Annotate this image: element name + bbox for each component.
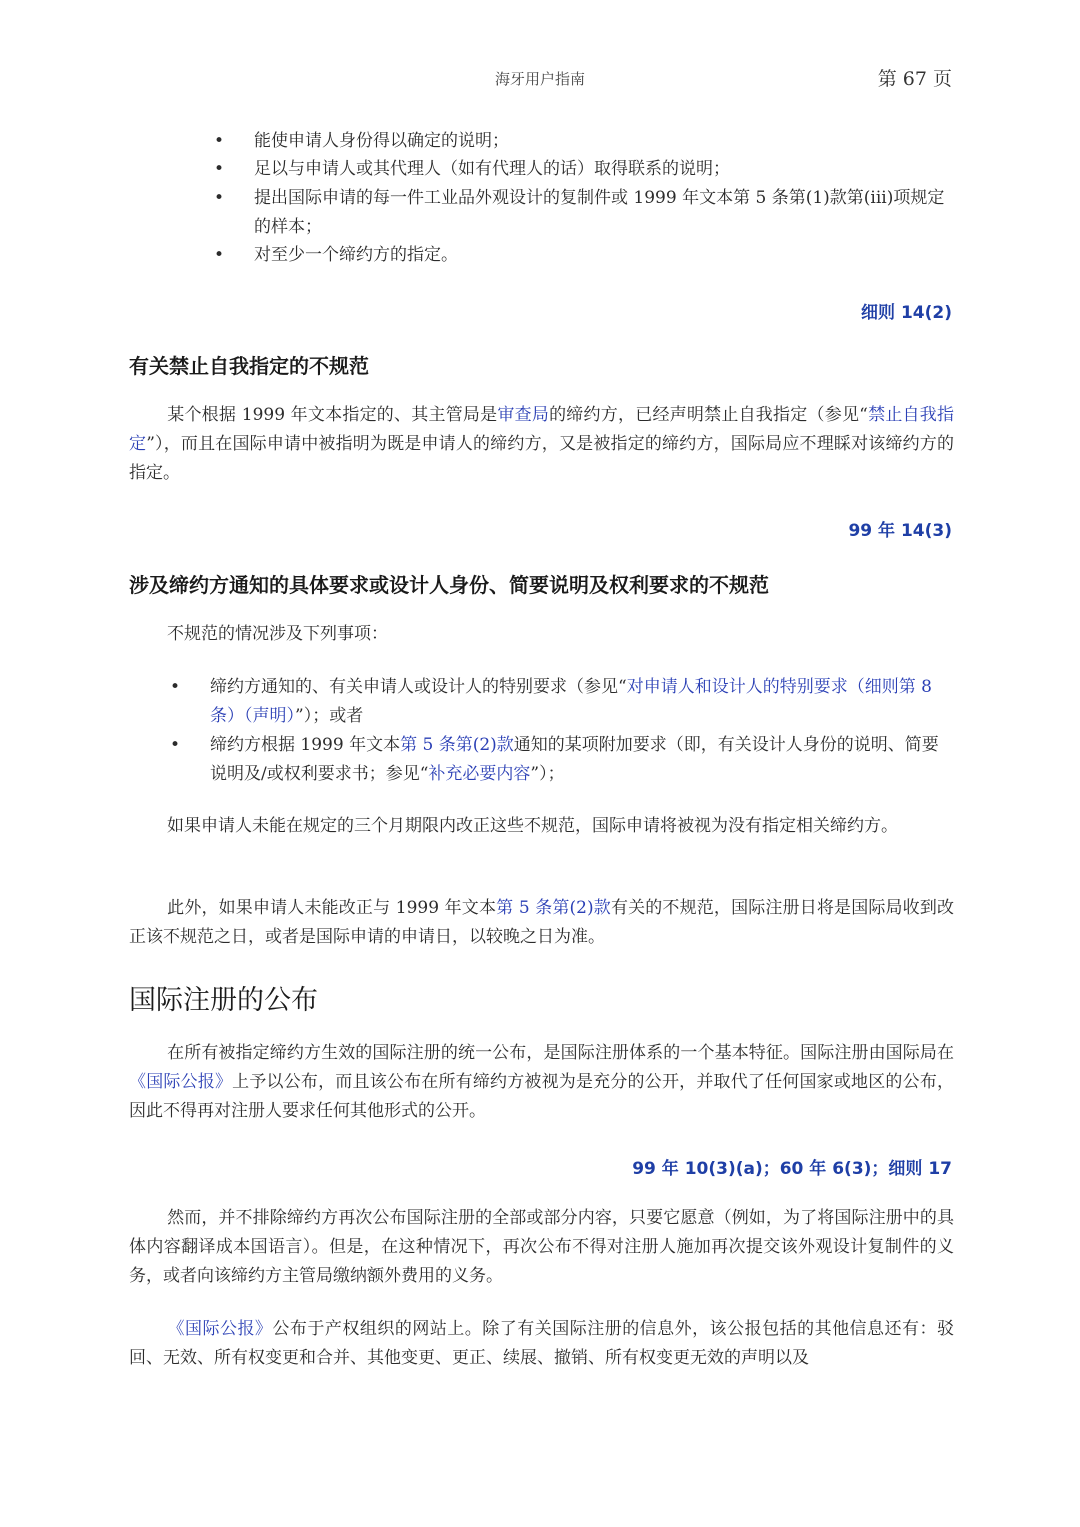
rule-reference: 99 年 10(3)(a)；60 年 6(3)；细则 17	[632, 1159, 952, 1179]
bullet-dot-icon: •	[214, 159, 225, 179]
link-international-bulletin[interactable]: 《国际公报》	[167, 1319, 273, 1339]
page-title: 国际注册的公布	[129, 985, 318, 1016]
list-item: • 足以与申请人或其代理人（如有代理人的话）取得联系的说明；	[214, 155, 954, 184]
bullet-dot-icon: •	[214, 131, 225, 151]
paragraph: 此外，如果申请人未能改正与 1999 年文本第 5 条第(2)款有关的不规范，国际注册日将是国际局收到改正该不规范之日，或者是国际申请的申请日，以较晚之日为准。	[129, 898, 954, 947]
bullet-dot-icon: •	[214, 188, 225, 208]
link-special-requirements[interactable]: 对申请人和设计人的特别要求（细则第 8 条）（声明）	[210, 677, 932, 726]
list-item: • 缔约方通知的、有关申请人或设计人的特别要求（参见“对申请人和设计人的特别要求（细则第 8 条）（声明）”）；或者	[170, 673, 954, 730]
paragraph: 在所有被指定缔约方生效的国际注册的统一公布，是国际注册体系的一个基本特征。国际注册由国际局在《国际公报》上予以公布，而且该公布在所有缔约方被视为是充分的公开，并取代了任何国家或地区的公布，因此不得再对注册人要求任何其他形式的公开。	[129, 1043, 955, 1121]
rule-reference: 99 年 14(3)	[848, 521, 952, 541]
link-article-5-2[interactable]: 第 5 条第(2)款	[496, 898, 611, 918]
rule-reference: 细则 14(2)	[861, 303, 952, 323]
link-self-designation[interactable]: 禁止自我指定	[129, 405, 954, 454]
list-item: • 能使申请人身份得以确定的说明；	[214, 127, 954, 156]
list-item: • 对至少一个缔约方的指定。	[214, 241, 954, 270]
paragraph: 不规范的情况涉及下列事项：	[167, 624, 388, 644]
paragraph: 《国际公报》公布于产权组织的网站上。除了有关国际注册的信息外，该公报包括的其他信息还有：驳回、无效、所有权变更和合并、其他变更、更正、续展、撤销、所有权变更无效的声明以及	[129, 1319, 954, 1368]
paragraph: 某个根据 1999 年文本指定的、其主管局是审查局的缔约方，已经声明禁止自我指定（参见“禁止自我指定”），而且在国际申请中被指明为既是申请人的缔约方，又是被指定的缔约方，国际局应不理睬对该缔约方的指定。	[129, 405, 954, 483]
section-heading: 有关禁止自我指定的不规范	[129, 354, 369, 378]
page-number: 第 67 页	[877, 68, 952, 90]
link-international-bulletin[interactable]: 《国际公报》	[129, 1072, 233, 1092]
bullet-dot-icon: •	[170, 735, 181, 755]
link-examining-office[interactable]: 审查局	[497, 405, 550, 425]
bullet-dot-icon: •	[214, 245, 225, 265]
list-item: • 缔约方根据 1999 年文本第 5 条第(2)款通知的某项附加要求（即，有关设计人身份的说明、简要说明及/或权利要求书；参见“补充必要内容”）；	[170, 731, 954, 788]
link-article-5-2[interactable]: 第 5 条第(2)款	[400, 735, 514, 755]
link-mandatory-contents[interactable]: 补充必要内容	[428, 763, 531, 784]
paragraph: 然而，并不排除缔约方再次公布国际注册的全部或部分内容，只要它愿意（例如，为了将国际注册中的具体内容翻译成本国语言）。但是，在这种情况下，再次公布不得对注册人施加再次提交该外观设计复制件的义务，或者向该缔约方主管局缴纳额外费用的义务。	[129, 1208, 954, 1286]
paragraph: 如果申请人未能在规定的三个月期限内改正这些不规范，国际申请将被视为没有指定相关缔约方。	[167, 816, 898, 836]
list-item: • 提出国际申请的每一件工业品外观设计的复制件或 1999 年文本第 5 条第(1)款第(iii)项规定的样本；	[214, 184, 954, 241]
bullet-dot-icon: •	[170, 677, 181, 697]
header-title: 海牙用户指南	[494, 70, 585, 88]
section-heading: 涉及缔约方通知的具体要求或设计人身份、简要说明及权利要求的不规范	[129, 573, 769, 597]
